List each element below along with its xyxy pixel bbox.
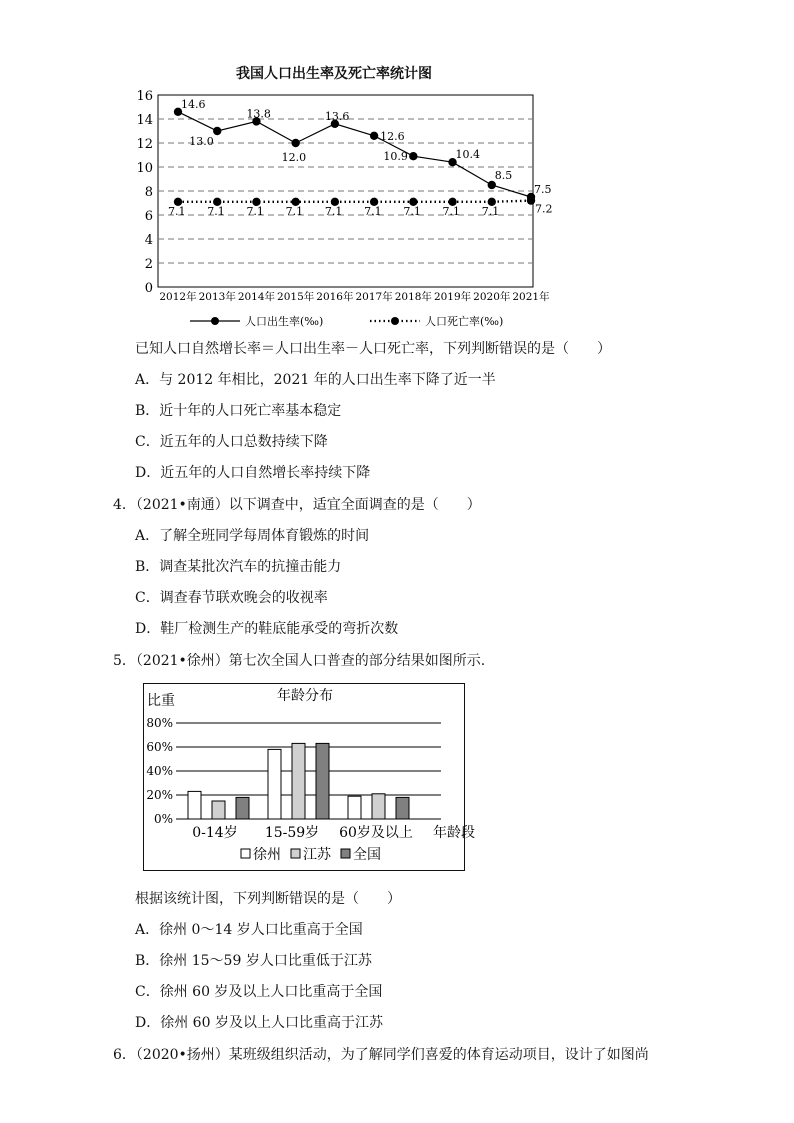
birth-rate-data-label: 8.5 <box>494 169 513 182</box>
y-tick-label: 2 <box>144 257 153 272</box>
bar-江苏 <box>212 801 225 819</box>
line-chart-title: 我国人口出生率及死亡率统计图 <box>236 66 432 82</box>
birth-rate-point <box>370 132 378 140</box>
q4-option-b[interactable]: B．调查某批次汽车的抗撞击能力 <box>135 559 342 575</box>
q5-stem: 5．（2021•徐州）第七次全国人口普查的部分结果如图所示. <box>113 653 486 669</box>
y-tick-label: 16 <box>136 89 153 104</box>
q4-stem: 4．（2021•南通）以下调查中，适宜全面调查的是（ ） <box>113 497 481 513</box>
legend-label: 全国 <box>353 847 381 863</box>
q5-followup: 根据该统计图，下列判断错误的是（ ） <box>135 891 401 907</box>
q6-stem: 6．（2020•扬州）某班级组织活动，为了解同学们喜爱的体育运动项目，设计了如图尚 <box>113 1047 649 1063</box>
y-tick-label: 0% <box>153 812 173 826</box>
q3-option-b[interactable]: B．近十年的人口死亡率基本稳定 <box>135 403 342 419</box>
birth-death-rate-line-chart <box>120 84 580 302</box>
death-rate-line <box>178 201 531 202</box>
birth-rate-data-label: 7.5 <box>534 183 552 196</box>
birth-rate-data-label: 10.9 <box>383 150 408 164</box>
death-rate-data-label: 7.1 <box>207 204 225 218</box>
y-tick-label: 8 <box>144 185 153 200</box>
birth-rate-data-label: 13.0 <box>189 135 214 148</box>
legend-label: 徐州 <box>253 847 281 863</box>
bar-全国 <box>396 797 409 819</box>
death-rate-data-label: 7.1 <box>324 204 343 218</box>
y-tick-label: 0 <box>144 281 153 296</box>
death-rate-data-label: 7.1 <box>364 204 382 218</box>
x-tick-label: 2017年 <box>355 291 393 303</box>
legend-birth-rate-label: 人口出生率(‰) <box>245 315 324 328</box>
bar-全国 <box>236 797 249 819</box>
death-rate-point <box>527 196 535 204</box>
bar-江苏 <box>292 743 305 819</box>
legend-swatch <box>341 849 350 858</box>
y-tick-label: 10 <box>136 161 153 176</box>
plot-frame <box>158 95 533 287</box>
line-chart-legend <box>185 310 545 334</box>
category-label: 60岁及以上 <box>339 825 413 841</box>
birth-rate-data-label: 13.6 <box>324 109 350 123</box>
q5-option-d[interactable]: D．徐州 60 岁及以上人口比重高于江苏 <box>135 1015 383 1031</box>
y-tick-label: 80% <box>146 716 173 730</box>
q5-option-b[interactable]: B．徐州 15～59 岁人口比重低于江苏 <box>135 953 372 969</box>
birth-rate-point <box>488 181 496 189</box>
death-rate-data-label: 7.1 <box>481 204 500 218</box>
q4-option-a[interactable]: A．了解全班同学每周体育锻炼的时间 <box>135 528 370 544</box>
x-tick-label: 2012年 <box>159 291 197 303</box>
y-tick-label: 20% <box>146 788 173 802</box>
category-label: 15-59岁 <box>264 825 320 841</box>
legend-swatch <box>291 849 300 858</box>
x-tick-label: 2019年 <box>433 291 472 303</box>
x-tick-label: 2018年 <box>394 291 432 303</box>
q5-option-a[interactable]: A．徐州 0～14 岁人口比重高于全国 <box>135 922 363 938</box>
legend-death-rate-label: 人口死亡率(‰) <box>425 315 504 328</box>
legend-death-rate-marker <box>370 317 420 325</box>
x-tick-label: 2015年 <box>277 291 315 303</box>
bar-徐州 <box>188 791 201 819</box>
y-tick-label: 14 <box>136 113 153 128</box>
bar-徐州 <box>268 749 281 819</box>
death-rate-data-label: 7.1 <box>442 204 461 218</box>
q4-option-d[interactable]: D．鞋厂检测生产的鞋底能承受的弯折次数 <box>135 621 399 637</box>
q3-option-a[interactable]: A．与 2012 年相比，2021 年的人口出生率下降了近一半 <box>135 372 496 388</box>
q4-option-c[interactable]: C．调查春节联欢晚会的收视率 <box>135 590 328 606</box>
death-rate-data-label: 7.1 <box>168 204 186 218</box>
death-rate-data-label: 7.1 <box>246 204 264 218</box>
birth-rate-point <box>213 127 221 135</box>
x-tick-label: 2020年 <box>473 291 511 303</box>
x-tick-label: 2021年 <box>512 291 550 303</box>
age-distribution-bar-chart <box>143 683 475 871</box>
legend-swatch <box>241 849 250 858</box>
x-axis-title: 年龄段 <box>433 825 475 841</box>
death-rate-data-label: 7.2 <box>535 202 553 216</box>
birth-rate-data-label: 12.0 <box>281 151 307 164</box>
q5-option-c[interactable]: C．徐州 60 岁及以上人口比重高于全国 <box>135 984 383 1000</box>
q3-option-d[interactable]: D．近五年的人口自然增长率持续下降 <box>135 465 371 481</box>
y-tick-label: 4 <box>144 233 153 248</box>
y-tick-label: 12 <box>136 137 153 152</box>
x-tick-label: 2016年 <box>316 291 354 303</box>
birth-rate-data-label: 14.6 <box>181 97 206 111</box>
chart-title: 年龄分布 <box>277 688 333 704</box>
legend-birth-rate-marker <box>190 317 240 325</box>
y-tick-label: 60% <box>146 740 173 754</box>
y-tick-label: 6 <box>144 209 153 224</box>
y-tick-label: 40% <box>146 764 173 778</box>
birth-rate-point <box>409 152 417 160</box>
category-label: 0-14岁 <box>192 825 238 841</box>
x-tick-label: 2014年 <box>237 291 276 303</box>
q3-option-c[interactable]: C．近五年的人口总数持续下降 <box>135 434 328 450</box>
birth-rate-data-label: 12.6 <box>380 129 405 143</box>
death-rate-data-label: 7.1 <box>403 204 421 218</box>
bar-江苏 <box>372 794 385 819</box>
y-axis-title: 比重 <box>147 693 175 709</box>
death-rate-data-label: 7.1 <box>285 204 304 218</box>
birth-rate-point <box>291 139 299 147</box>
legend-label: 江苏 <box>303 847 331 863</box>
birth-rate-data-label: 10.4 <box>455 148 481 162</box>
bar-全国 <box>316 743 329 819</box>
q3-stem: 已知人口自然增长率＝人口出生率－人口死亡率，下列判断错误的是（ ） <box>135 341 611 357</box>
bar-徐州 <box>348 796 361 819</box>
x-tick-label: 2013年 <box>198 291 236 303</box>
birth-rate-data-label: 13.8 <box>246 107 271 121</box>
